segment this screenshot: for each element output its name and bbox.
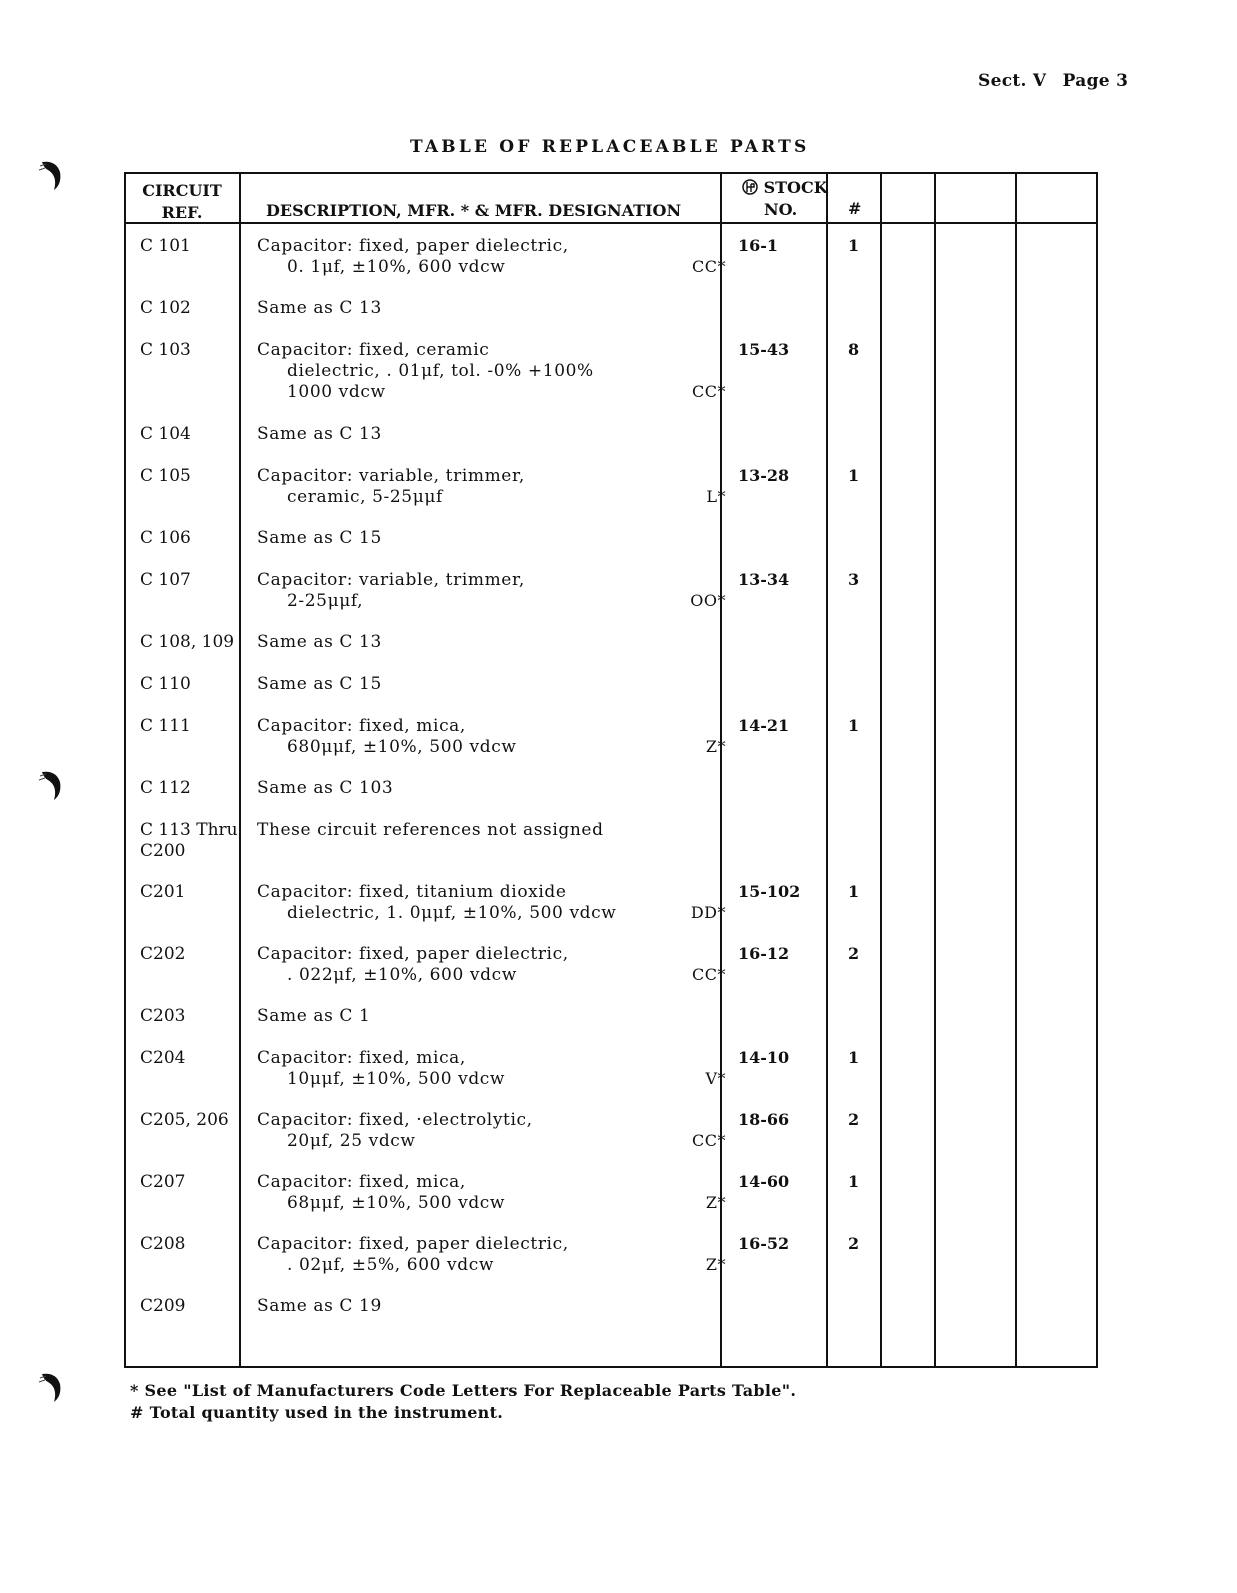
description-line: Capacitor: fixed, mica,: [257, 1172, 466, 1192]
circuit-ref: C 108, 109: [140, 632, 235, 652]
description-line: Capacitor: fixed, ·electrolytic,: [257, 1110, 533, 1130]
circuit-ref: C 112: [140, 778, 191, 798]
part-description: [257, 882, 727, 924]
circuit-ref: C 113 Thru C200: [140, 820, 238, 861]
stock-number: 14-21: [738, 716, 790, 735]
footnote-manufacturer: * See "List of Manufacturers Code Letters For Replaceable Parts Table".: [130, 1381, 797, 1400]
total-quantity: 1: [848, 236, 860, 255]
part-description: [257, 1296, 727, 1317]
description-line: dielectric, 1. 0μμf, ±10%, 500 vdcw: [287, 903, 617, 923]
stock-number: 16-1: [738, 236, 779, 255]
part-description: [257, 236, 727, 278]
circuit-ref: C204: [140, 1048, 186, 1068]
circuit-ref: C207: [140, 1172, 186, 1192]
description-line: Same as C 103: [257, 778, 394, 798]
hp-logo-icon: [742, 179, 758, 195]
part-description: [257, 1006, 727, 1027]
description-line: Same as C 15: [257, 674, 382, 694]
description-line: 20μf, 25 vdcw: [287, 1131, 416, 1151]
description-line: Capacitor: variable, trimmer,: [257, 570, 525, 590]
part-description: [257, 298, 727, 319]
binder-hole-mark-icon: [38, 1370, 64, 1404]
description-line: . 02μf, ±5%, 600 vdcw: [287, 1255, 495, 1275]
manufacturer-code: DD*: [690, 903, 726, 922]
manufacturer-code: CC*: [692, 1131, 726, 1150]
description-line: 680μμf, ±10%, 500 vdcw: [287, 737, 517, 757]
description-line: Same as C 19: [257, 1296, 382, 1316]
description-line: dielectric, . 01μf, tol. -0% +100%: [287, 361, 594, 381]
description-line: ceramic, 5-25μμf: [287, 487, 443, 507]
circuit-ref: C201: [140, 882, 186, 902]
part-description: [257, 778, 727, 799]
circuit-ref: C 105: [140, 466, 191, 486]
description-line: Capacitor: fixed, mica,: [257, 716, 466, 736]
header-stock-label: STOCK: [763, 178, 828, 197]
total-quantity: 1: [848, 1048, 860, 1067]
circuit-ref: C 101: [140, 236, 191, 256]
manufacturer-code: CC*: [692, 965, 726, 984]
circuit-ref: C 106: [140, 528, 191, 548]
footnote-quantity: # Total quantity used in the instrument.: [130, 1403, 504, 1422]
part-description: [257, 632, 727, 653]
part-description: [257, 674, 727, 695]
part-description: [257, 1234, 727, 1276]
footnotes: [130, 1380, 796, 1424]
circuit-ref: C205, 206: [140, 1110, 229, 1130]
total-quantity: 2: [848, 944, 860, 963]
total-quantity: 3: [848, 570, 860, 589]
header-stock-no: [742, 177, 828, 221]
stock-number: 16-12: [738, 944, 790, 963]
circuit-ref: C202: [140, 944, 186, 964]
circuit-ref: C 110: [140, 674, 191, 694]
stock-number: 15-102: [738, 882, 801, 901]
total-quantity: 1: [848, 882, 860, 901]
page-header: [968, 71, 1128, 91]
part-description: [257, 1172, 727, 1214]
stock-number: 16-52: [738, 1234, 790, 1253]
description-line: 2-25μμf,: [287, 591, 364, 611]
manufacturer-code: Z*: [705, 737, 726, 756]
description-line: Same as C 13: [257, 632, 382, 652]
description-line: Capacitor: fixed, ceramic: [257, 340, 490, 360]
manufacturer-code: V*: [705, 1069, 726, 1088]
binder-hole-mark-icon: [38, 158, 64, 192]
manufacturer-code: CC*: [692, 257, 726, 276]
part-description: [257, 466, 727, 508]
description-line: 0. 1μf, ±10%, 600 vdcw: [287, 257, 506, 277]
part-description: [257, 424, 727, 445]
description-line: Capacitor: variable, trimmer,: [257, 466, 525, 486]
manufacturer-code: L*: [706, 487, 726, 506]
circuit-ref: C 104: [140, 424, 191, 444]
description-line: 10μμf, ±10%, 500 vdcw: [287, 1069, 506, 1089]
description-line: 68μμf, ±10%, 500 vdcw: [287, 1193, 506, 1213]
header-circuit-label: CIRCUIT: [142, 181, 222, 200]
parts-table-body: [124, 236, 1098, 1361]
total-quantity: 1: [848, 466, 860, 485]
manufacturer-code: Z*: [705, 1255, 726, 1274]
header-description: DESCRIPTION, MFR. * & MFR. DESIGNATION: [266, 201, 682, 220]
description-line: Capacitor: fixed, paper dielectric,: [257, 236, 569, 256]
circuit-ref: C209: [140, 1296, 186, 1316]
circuit-ref: C 111: [140, 716, 191, 736]
manufacturer-code: CC*: [692, 382, 726, 401]
description-line: Same as C 15: [257, 528, 382, 548]
part-description: [257, 820, 727, 841]
manufacturer-code: OO*: [690, 591, 726, 610]
part-description: [257, 570, 727, 612]
description-line: Capacitor: fixed, paper dielectric,: [257, 1234, 569, 1254]
stock-number: 18-66: [738, 1110, 790, 1129]
part-description: [257, 528, 727, 549]
circuit-ref: C203: [140, 1006, 186, 1026]
header-rule: [124, 222, 1098, 224]
description-line: Capacitor: fixed, titanium dioxide: [257, 882, 567, 902]
circuit-ref: C 107: [140, 570, 191, 590]
part-description: [257, 1048, 727, 1090]
description-line: Capacitor: fixed, paper dielectric,: [257, 944, 569, 964]
description-line: Same as C 1: [257, 1006, 371, 1026]
total-quantity: 2: [848, 1110, 860, 1129]
stock-number: 14-10: [738, 1048, 790, 1067]
description-line: . 022μf, ±10%, 600 vdcw: [287, 965, 517, 985]
circuit-ref: C 103: [140, 340, 191, 360]
part-description: [257, 340, 727, 403]
description-line: Same as C 13: [257, 424, 382, 444]
header-ref-label: REF.: [161, 203, 203, 222]
description-line: Same as C 13: [257, 298, 382, 318]
page-number: Page 3: [1062, 71, 1129, 91]
header-quantity: #: [848, 199, 862, 218]
description-line: 1000 vdcw: [287, 382, 386, 402]
total-quantity: 2: [848, 1234, 860, 1253]
manufacturer-code: Z*: [705, 1193, 726, 1212]
table-title: TABLE OF REPLACEABLE PARTS: [410, 137, 810, 157]
description-line: These circuit references not assigned: [257, 820, 604, 840]
total-quantity: 1: [848, 1172, 860, 1191]
description-line: Capacitor: fixed, mica,: [257, 1048, 466, 1068]
total-quantity: 1: [848, 716, 860, 735]
total-quantity: 8: [848, 340, 860, 359]
stock-number: 13-34: [738, 570, 790, 589]
part-description: [257, 944, 727, 986]
stock-number: 13-28: [738, 466, 790, 485]
part-description: [257, 1110, 727, 1152]
section-label: Sect. V: [978, 71, 1047, 91]
circuit-ref: C 102: [140, 298, 191, 318]
stock-number: 15-43: [738, 340, 790, 359]
header-no-label: NO.: [764, 200, 798, 219]
stock-number: 14-60: [738, 1172, 790, 1191]
part-description: [257, 716, 727, 758]
header-circuit-ref: [128, 180, 236, 224]
binder-hole-mark-icon: [38, 768, 64, 802]
circuit-ref: C208: [140, 1234, 186, 1254]
